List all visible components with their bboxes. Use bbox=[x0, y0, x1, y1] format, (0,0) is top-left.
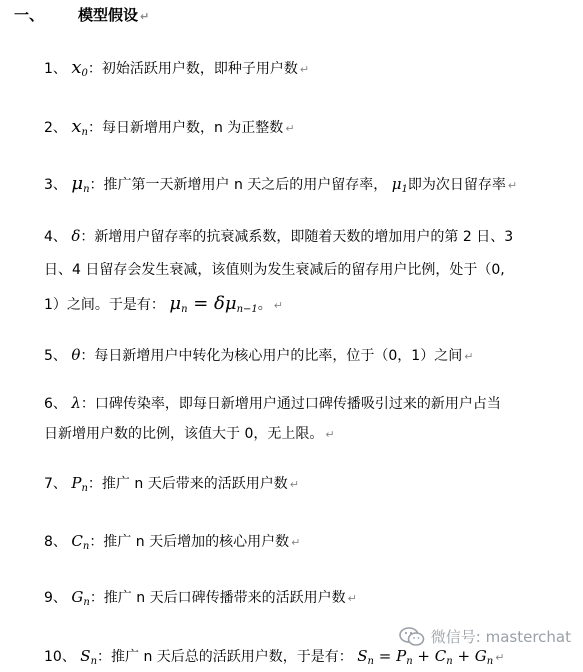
list-item: 1、 $x_0$：初始活跃用户数，即种子用户数 ↵ bbox=[44, 57, 310, 79]
watermark-text: 微信号: masterchat bbox=[430, 628, 571, 646]
list-item: 7、 $P_n$：推广 n 天后带来的活跃用户数 ↵ bbox=[44, 474, 299, 494]
list-item: 8、 $C_n$：推广 n 天后增加的核心用户数 ↵ bbox=[44, 532, 301, 552]
list-item: 5、 θ：每日新增用户中转化为核心用户的比率，位于（0，1）之间 ↵ bbox=[44, 346, 474, 364]
list-item: 2、 $x_n$：每日新增用户数，n 为正整数 ↵ bbox=[44, 116, 295, 138]
list-item-continued: 日新增用户数的比例，该值大于 0，无上限。 ↵ bbox=[44, 426, 335, 442]
watermark bbox=[399, 626, 571, 647]
heading-number: 一、 bbox=[14, 6, 45, 24]
list-item: 9、 $G_n$：推广 n 天后口碑传播带来的活跃用户数 ↵ bbox=[44, 588, 357, 608]
heading-title: 模型假设 bbox=[78, 6, 139, 24]
list-item: 3、 $\mu_n$：推广第一天新增用户 n 天之后的用户留存率， $\mu_1$即为次日留存率 ↵ bbox=[44, 173, 518, 195]
section-heading: 一、 模型假设 ↵ bbox=[14, 6, 150, 24]
wechat-icon bbox=[399, 627, 425, 647]
list-item: 4、 δ：新增用户留存率的抗衰减系数，即随着天数的增加用户的第 2 日、3 bbox=[44, 227, 514, 245]
list-item: 10、 $S_n$：推广 n 天后总的活跃用户数，于是有： $S_n = P_n + C_n + G_n$ ↵ bbox=[44, 647, 505, 667]
list-item: 6、 λ：口碑传染率，即每日新增用户通过口碑传播吸引过来的新用户占当 bbox=[44, 394, 501, 412]
list-item-continued: 1）之间。于是有： $\mu_n = \delta\mu_{n-1}$。 ↵ bbox=[44, 293, 283, 315]
list-item-continued: 日、4 日留存会发生衰减，该值则为发生衰减后的留存用户比例，处于（0, bbox=[44, 262, 505, 278]
